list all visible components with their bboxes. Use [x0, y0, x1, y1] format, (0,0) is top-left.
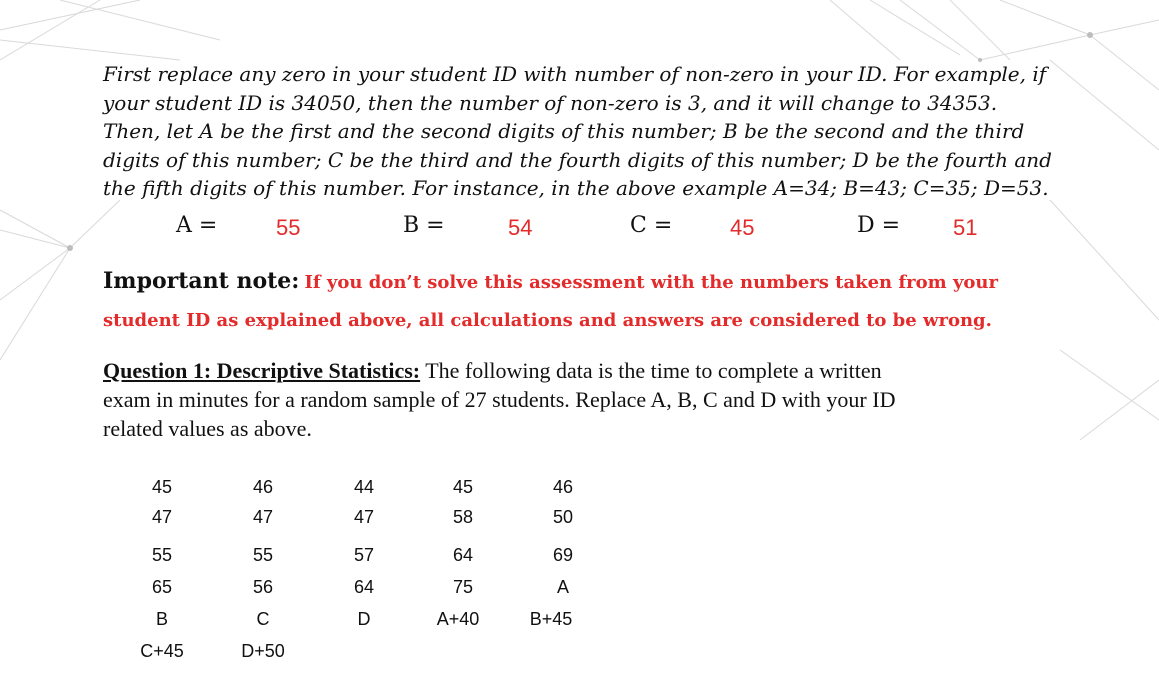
question-1-line-2: exam in minutes for a random sample of 27 students. Replace A, B, C and D with your ID — [103, 387, 896, 412]
variable-a-label: A = — [176, 213, 218, 238]
data-cell: 65 — [151, 577, 173, 597]
data-cell: 75 — [452, 577, 474, 597]
variable-a-value: 55 — [276, 215, 301, 240]
instruction-line: your student ID is 34050, then the number of non-zero is 3, and it will change to 34353. — [103, 90, 998, 115]
question-1-title: Question 1: Descriptive Statistics: — [103, 358, 421, 383]
data-cell: 45 — [151, 477, 173, 497]
data-cell: 50 — [552, 507, 574, 527]
data-cell: 55 — [151, 545, 173, 565]
data-cell: 69 — [552, 545, 574, 565]
data-cell: C+45 — [140, 641, 184, 661]
instruction-line: Then, let A be the first and the second digits of this number; B be the second and the third — [103, 119, 1025, 144]
data-cell: B+45 — [529, 609, 573, 629]
question-1-line-3: related values as above. — [103, 416, 312, 441]
data-cell: 56 — [252, 577, 274, 597]
note-heading: Important note: — [103, 268, 300, 294]
data-cell: 47 — [353, 507, 375, 527]
variable-c-label: C = — [630, 213, 673, 238]
instructions-paragraph — [103, 60, 1063, 203]
data-cell: 45 — [452, 477, 474, 497]
instruction-line: digits of this number; C be the third and the fourth digits of this number; D be the fourth and — [103, 147, 1052, 172]
question-1-text: The following data is the time to complete a written — [420, 358, 882, 383]
question-1-line-1 — [103, 356, 1043, 385]
instruction-line: the fifth digits of this number. For instance, in the above example A=34; B=43; C=35; D=53. — [103, 176, 1049, 201]
data-cell: 46 — [552, 477, 574, 497]
data-cell: 55 — [252, 545, 274, 565]
variable-b-label: B = — [403, 213, 445, 238]
data-cell: 57 — [353, 545, 375, 565]
question-1 — [103, 356, 1043, 443]
data-cell: 44 — [353, 477, 375, 497]
data-cell: D — [357, 609, 371, 629]
data-cell: 64 — [452, 545, 474, 565]
data-cell: 47 — [252, 507, 274, 527]
data-cell: B — [155, 609, 168, 629]
data-cell: 64 — [353, 577, 375, 597]
data-cell: 46 — [252, 477, 274, 497]
instruction-line: First replace any zero in your student ID with number of non-zero in your ID. For example, if — [103, 62, 1047, 86]
variable-b-value: 54 — [508, 215, 533, 240]
note-warning-line-1: If you don’t solve this assessment with the numbers taken from your — [304, 272, 998, 293]
data-cell: 47 — [151, 507, 173, 527]
data-cell: A — [556, 577, 569, 597]
variable-d-label: D = — [857, 213, 901, 238]
data-cell: C — [256, 609, 270, 629]
note-warning-line-2: student ID as explained above, all calculations and answers are considered to be wrong. — [103, 310, 992, 331]
data-cell: D+50 — [241, 641, 285, 661]
data-cell: 58 — [452, 507, 474, 527]
variable-c-value: 45 — [730, 215, 755, 240]
important-note — [103, 268, 998, 294]
data-cell: A+40 — [436, 609, 480, 629]
variable-d-value: 51 — [953, 215, 978, 240]
